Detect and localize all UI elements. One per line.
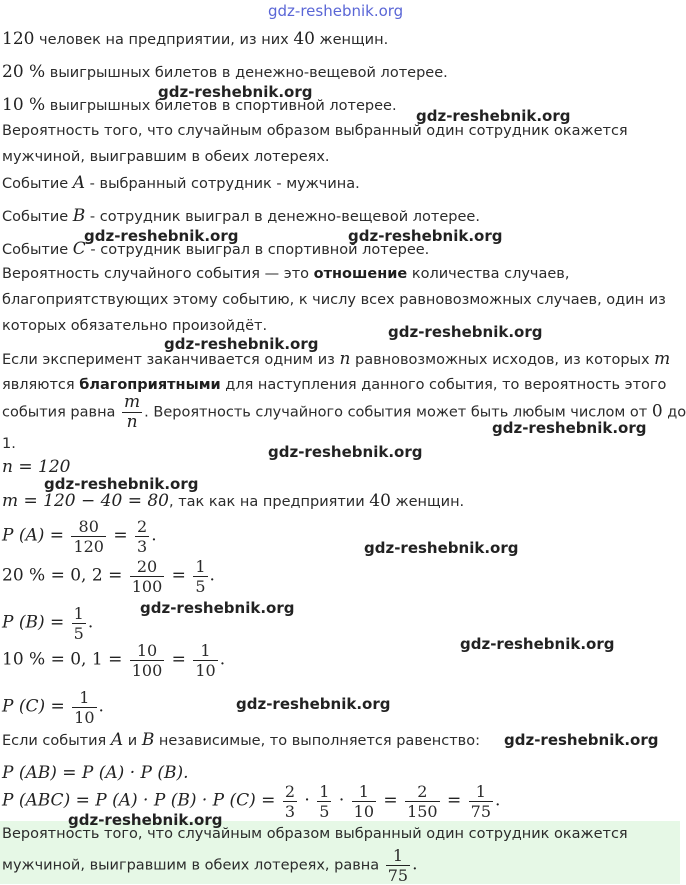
line-7: Событие B - сотрудник выиграл в денежно-вещевой лотерее. xyxy=(2,206,480,226)
line-8: Событие C - сотрудник выиграл в спортивной лотерее. xyxy=(2,239,430,259)
fraction: $\frac{1}{5}$ xyxy=(195,557,206,596)
watermark: gdz-reshebnik.org xyxy=(364,539,519,557)
watermark: gdz-reshebnik.org xyxy=(44,475,199,493)
fraction: $\frac{1}{75}$ xyxy=(387,846,409,885)
line-13: являются благоприятными для наступления данного события, то вероятность этого xyxy=(2,377,667,393)
watermark: gdz-reshebnik.org xyxy=(164,335,319,353)
line-20: P (B) = $\frac{1}{5}$ . xyxy=(2,604,94,643)
fraction: $\frac{1}{5}$ xyxy=(73,604,84,643)
line-6: Событие A - выбранный сотрудник - мужчина. xyxy=(2,173,360,193)
watermark: gdz-reshebnik.org xyxy=(348,227,503,245)
watermark: gdz-reshebnik.org xyxy=(268,443,423,461)
watermark: gdz-reshebnik.org xyxy=(416,107,571,125)
line-19: 20 % = 0, 2 = $\frac{20}{100}$ = $\frac{1}{5}$ . xyxy=(2,557,215,596)
line-2: 20 % выигрышных билетов в денежно-вещевой лотерее. xyxy=(2,62,448,82)
line-10: благоприятствующих этому событию, к числу всех равновозможных случаев, один из xyxy=(2,292,666,308)
line-24: P (AB) = P (A) · P (B). xyxy=(2,763,189,783)
line-4: Вероятность того, что случайным образом выбранный один сотрудник окажется xyxy=(2,123,628,139)
answer-line-2: мужчиной, выигравшим в обеих лотереях, равна $\frac{1}{75}$ . xyxy=(2,846,418,885)
watermark: gdz-reshebnik.org xyxy=(492,419,647,437)
fraction: $\frac{20}{100}$ xyxy=(131,557,163,596)
watermark: gdz-reshebnik.org xyxy=(140,599,295,617)
line-12: Если эксперимент заканчивается одним из n равновозможных исходов, из которых m xyxy=(2,349,671,369)
fraction: $\frac{1}{5}$ xyxy=(319,782,330,821)
watermark: gdz-reshebnik.org xyxy=(236,695,391,713)
line-9: Вероятность случайного события — это отношение количества случаев, xyxy=(2,266,570,282)
line-11: которых обязательно произойдёт. xyxy=(2,318,268,334)
line-17: m = 120 − 40 = 80, так как на предприятии 40 женщин. xyxy=(2,491,465,511)
line-1: 120 человек на предприятии, из них 40 женщин. xyxy=(2,29,389,49)
line-23: Если события A и B независимые, то выполняется равенство: xyxy=(2,730,480,750)
watermark-top: gdz-reshebnik.org xyxy=(268,2,404,20)
line-14: события равна $\frac{m}{n}$ . Вероятность случайного события может быть любым числом от 0 до xyxy=(2,392,686,432)
line-3: 10 % выигрышных билетов в спортивной лотерее. xyxy=(2,95,397,115)
line-25: P (ABC) = P (A) · P (B) · P (C) = $\frac{2}{3}$ · $\frac{1}{5}$ · $\frac{1}{10}$ = $\frac{2}{150}$ = $\frac{1}{75}$ . xyxy=(2,782,501,821)
line-21: 10 % = 0, 1 = $\frac{10}{100}$ = $\frac{1}{10}$ . xyxy=(2,641,226,680)
line-16: n = 120 xyxy=(2,457,71,477)
answer-line-1: Вероятность того, что случайным образом выбранный один сотрудник окажется xyxy=(2,826,628,842)
fraction: $\frac{2}{150}$ xyxy=(407,782,438,821)
line-15: 1. xyxy=(2,436,16,452)
watermark: gdz-reshebnik.org xyxy=(460,635,615,653)
fraction: $\frac{1}{10}$ xyxy=(195,641,216,680)
watermark: gdz-reshebnik.org xyxy=(68,811,223,829)
watermark: gdz-reshebnik.org xyxy=(504,731,659,749)
line-22: P (C) = $\frac{1}{10}$ . xyxy=(2,688,104,727)
fraction: $\frac{1}{75}$ xyxy=(470,782,492,821)
fraction: $\frac{m}{n}$ xyxy=(124,392,141,432)
line-5: мужчиной, выигравшим в обеих лотереях. xyxy=(2,149,330,165)
fraction: $\frac{1}{10}$ xyxy=(74,688,95,727)
fraction: $\frac{10}{100}$ xyxy=(131,641,163,680)
line-18: P (A) = $\frac{80}{120}$ = $\frac{2}{3}$ . xyxy=(2,517,157,556)
fraction: $\frac{2}{3}$ xyxy=(284,782,296,821)
watermark: gdz-reshebnik.org xyxy=(388,323,543,341)
fraction: $\frac{2}{3}$ xyxy=(137,517,148,556)
fraction: $\frac{1}{10}$ xyxy=(353,782,374,821)
fraction: $\frac{80}{120}$ xyxy=(73,517,104,556)
watermark: gdz-reshebnik.org xyxy=(158,83,313,101)
watermark: gdz-reshebnik.org xyxy=(84,227,239,245)
